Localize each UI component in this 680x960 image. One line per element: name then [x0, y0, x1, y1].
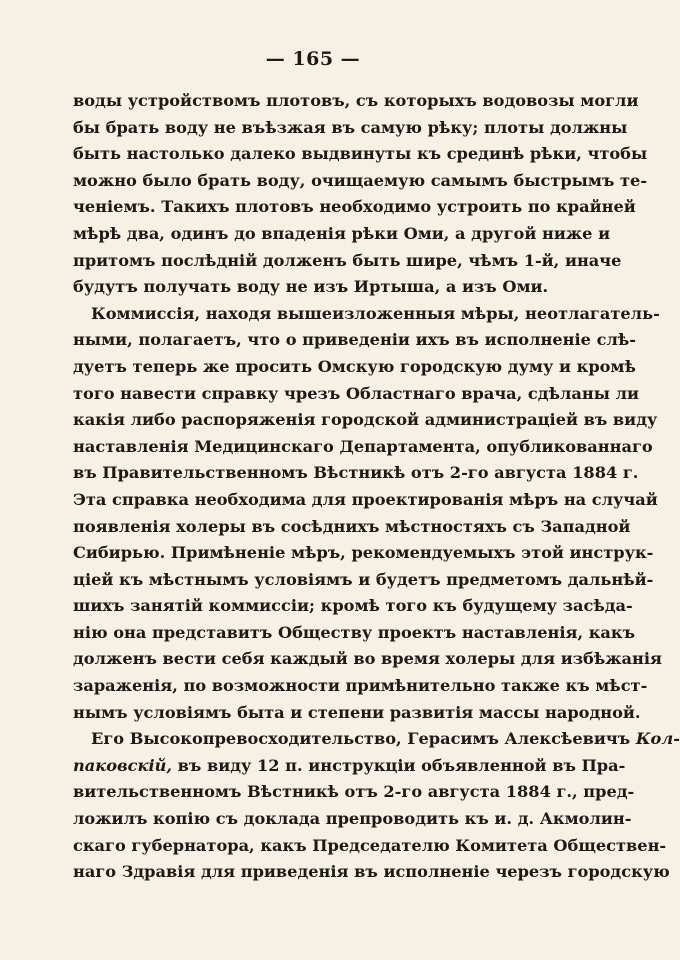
text-line: ложилъ копію съ доклада препроводить къ и. д. Акмолин-	[73, 809, 632, 829]
text-line: ченіемъ. Такихъ плотовъ необходимо устроить по крайней	[73, 197, 636, 217]
text-line: ными, полагаетъ, что о приведеніи ихъ въ исполненіе слѣ-	[73, 330, 636, 350]
text-line: какія либо распоряженія городской администраціей въ виду	[73, 410, 658, 430]
text-line: Эта справка необходима для проектированія мѣръ на случай	[73, 489, 658, 509]
text-line: шихъ занятій коммиссіи; кромѣ того къ будущему засѣда-	[73, 596, 633, 616]
text-line: будутъ получать воду не изъ Иртыша, а изъ Оми.	[73, 277, 549, 297]
text-line: наставленія Медицинскаго Департамента, опубликованнаго	[73, 436, 653, 456]
text-line: того навести справку чрезъ Областнаго врача, сдѣланы ли	[73, 383, 639, 403]
text-line: дуетъ теперь же просить Омскую городскую думу и кромѣ	[73, 356, 636, 376]
text-line: Сибирью. Примѣненіе мѣръ, рекомендуемыхъ этой инструк-	[73, 543, 654, 563]
text-line: вительственномъ Вѣстникѣ отъ 2-го августа 1884 г., пред-	[73, 782, 635, 802]
page-number: — 165 —	[265, 48, 361, 70]
text-line: нію она представитъ Обществу проектъ наставленія, какъ	[73, 622, 636, 642]
text-line: появленія холеры въ сосѣднихъ мѣстностяхъ съ Западной	[73, 516, 631, 536]
text-line: ціей къ мѣстнымъ условіямъ и будетъ предметомъ дальнѣй-	[73, 569, 654, 589]
text-line: можно было брать воду, очищаемую самымъ быстрымъ те-	[73, 170, 648, 190]
text-line: скаго губернатора, какъ Председателю Комитета Обществен-	[73, 835, 667, 855]
text-line: наго Здравія для приведенія въ исполненіе черезъ городскую	[73, 862, 670, 882]
text-line: быть настолько далеко выдвинуты къ срединѣ рѣки, чтобы	[73, 144, 648, 164]
text-line: нымъ условіямъ быта и степени развитія массы народной.	[73, 702, 641, 722]
text-line: притомъ послѣдній долженъ быть шире, чѣмъ 1-й, иначе	[73, 250, 622, 270]
body-text	[73, 88, 680, 886]
text-line: паковскій, въ виду 12 п. инструкціи объявленной въ Пра-	[73, 755, 626, 775]
text-line: зараженія, по возможности примѣнительно также къ мѣст-	[73, 676, 648, 696]
text-line: въ Правительственномъ Вѣстникѣ отъ 2-го августа 1884 г.	[73, 463, 639, 483]
text-line: долженъ вести себя каждый во время холеры для избѣжанія	[73, 649, 662, 669]
text-line: воды устройствомъ плотовъ, съ которыхъ водовозы могли	[73, 91, 639, 110]
text-line: бы брать воду не въѣзжая въ самую рѣку; плоты должны	[73, 117, 628, 137]
text-line: Коммиссія, находя вышеизложенныя мѣры, неотлагатель-	[91, 303, 660, 323]
text-line: Его Высокопревосходительство, Герасимъ Алексѣевичъ Кол-	[91, 729, 680, 749]
text-line: мѣрѣ два, одинъ до впаденія рѣки Оми, а другой ниже и	[73, 223, 611, 243]
